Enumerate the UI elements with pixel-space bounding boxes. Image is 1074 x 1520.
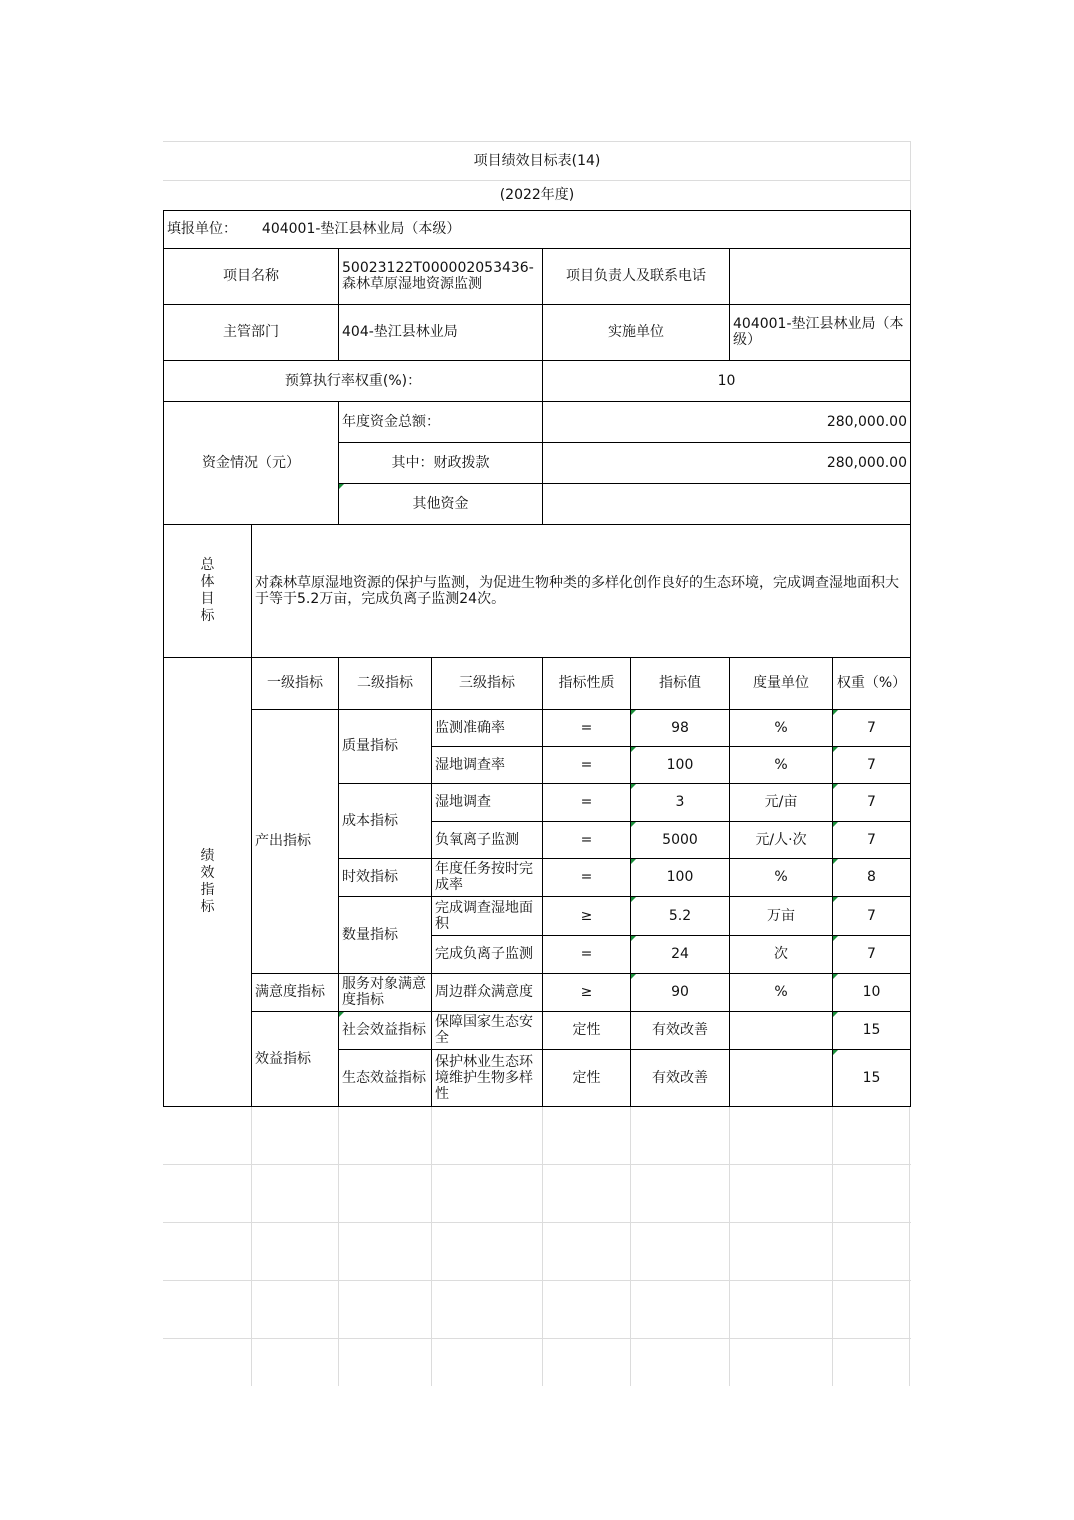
dept-value: 404-垫江县林业局 (339, 304, 543, 360)
nature-cell: = (543, 935, 631, 973)
value-cell: 3 (631, 783, 730, 821)
weight-cell: 7 (833, 783, 911, 821)
funds-other-label: 其他资金 (339, 483, 543, 524)
level2-timeliness: 时效指标 (339, 858, 432, 896)
level3-cell: 完成负离子监测 (432, 935, 543, 973)
value-cell: 5000 (631, 821, 730, 858)
table-title: 项目绩效目标表(14) (473, 153, 601, 169)
project-contact-value (730, 248, 911, 304)
level1-output: 产出指标 (252, 709, 339, 973)
table-year: (2022年度) (499, 187, 575, 204)
level1-benefit: 效益指标 (252, 1011, 339, 1106)
funds-fiscal-value: 280,000.00 (543, 442, 911, 483)
weight-cell: 15 (833, 1011, 911, 1049)
perf-label: 绩效指标 (200, 847, 215, 915)
value-cell: 90 (631, 973, 730, 1011)
weight-cell: 7 (833, 896, 911, 935)
level2-cost: 成本指标 (339, 783, 432, 858)
value-cell: 100 (631, 746, 730, 783)
header-value: 指标值 (631, 657, 730, 709)
nature-cell: = (543, 746, 631, 783)
impl-label: 实施单位 (543, 304, 730, 360)
value-cell: 有效改善 (631, 1011, 730, 1049)
level2-quality: 质量指标 (339, 709, 432, 783)
funds-label: 资金情况（元） (164, 401, 339, 524)
value-cell: 5.2 (631, 896, 730, 935)
budget-weight-label: 预算执行率权重(%)： (164, 360, 543, 401)
fill-unit-label: 填报单位： (167, 221, 237, 237)
level3-cell: 完成调查湿地面积 (432, 896, 543, 935)
weight-cell: 8 (833, 858, 911, 896)
budget-weight-value: 10 (543, 360, 911, 401)
value-cell: 有效改善 (631, 1049, 730, 1106)
weight-cell: 7 (833, 821, 911, 858)
unit-cell (730, 1049, 833, 1106)
unit-cell: % (730, 709, 833, 746)
unit-cell: % (730, 858, 833, 896)
table-row (164, 709, 911, 746)
level2-quantity: 数量指标 (339, 896, 432, 973)
level2-social: 社会效益指标 (339, 1011, 432, 1049)
level3-cell: 周边群众满意度 (432, 973, 543, 1011)
nature-cell: = (543, 858, 631, 896)
header-level2: 二级指标 (339, 657, 432, 709)
header-weight: 权重（%） (833, 657, 911, 709)
unit-cell: % (730, 746, 833, 783)
table-row (164, 973, 911, 1011)
goal-label: 总体目标 (200, 556, 215, 624)
funds-fiscal-label: 其中：财政拨款 (339, 442, 543, 483)
nature-cell: = (543, 709, 631, 746)
level2-ecological: 生态效益指标 (339, 1049, 432, 1106)
level3-cell: 湿地调查率 (432, 746, 543, 783)
unit-cell: 次 (730, 935, 833, 973)
project-contact-label: 项目负责人及联系电话 (543, 248, 730, 304)
header-level1: 一级指标 (252, 657, 339, 709)
table-row (164, 1011, 911, 1049)
value-cell: 100 (631, 858, 730, 896)
fill-unit-row (164, 210, 911, 248)
unit-cell: % (730, 973, 833, 1011)
level1-satisfaction: 满意度指标 (252, 973, 339, 1011)
impl-value: 404001-垫江县林业局（本级） (730, 304, 911, 360)
weight-cell: 15 (833, 1049, 911, 1106)
funds-other-value (543, 483, 911, 524)
funds-total-label: 年度资金总额： (339, 401, 543, 442)
nature-cell: = (543, 821, 631, 858)
nature-cell: = (543, 783, 631, 821)
fill-unit-value: 404001-垫江县林业局（本级） (261, 221, 461, 237)
value-cell: 24 (631, 935, 730, 973)
perf-label-cell (164, 657, 252, 1106)
nature-cell: 定性 (543, 1011, 631, 1049)
goal-text: 对森林草原湿地资源的保护与监测，为促进生物种类的多样化创作良好的生态环境，完成调查湿地面积大于等于5.2万亩，完成负离子监测24次。 (252, 524, 911, 657)
project-name-label: 项目名称 (164, 248, 339, 304)
level3-cell: 监测准确率 (432, 709, 543, 746)
level3-cell: 湿地调查 (432, 783, 543, 821)
weight-cell: 7 (833, 935, 911, 973)
level2-service: 服务对象满意度指标 (339, 973, 432, 1011)
funds-total-value: 280,000.00 (543, 401, 911, 442)
project-name-value: 50023122T000002053436-森林草原湿地资源监测 (339, 248, 543, 304)
value-cell: 98 (631, 709, 730, 746)
level3-cell: 保障国家生态安全 (432, 1011, 543, 1049)
header-level3: 三级指标 (432, 657, 543, 709)
header-unit: 度量单位 (730, 657, 833, 709)
nature-cell: ≥ (543, 973, 631, 1011)
unit-cell: 元/人·次 (730, 821, 833, 858)
level3-cell: 负氧离子监测 (432, 821, 543, 858)
weight-cell: 7 (833, 709, 911, 746)
goal-label-cell (164, 524, 252, 657)
unit-cell: 元/亩 (730, 783, 833, 821)
nature-cell: 定性 (543, 1049, 631, 1106)
weight-cell: 7 (833, 746, 911, 783)
weight-cell: 10 (833, 973, 911, 1011)
level3-cell: 保护林业生态环境维护生物多样性 (432, 1049, 543, 1106)
level3-cell: 年度任务按时完成率 (432, 858, 543, 896)
dept-label: 主管部门 (164, 304, 339, 360)
unit-cell: 万亩 (730, 896, 833, 935)
unit-cell (730, 1011, 833, 1049)
header-nature: 指标性质 (543, 657, 631, 709)
performance-target-table (163, 141, 911, 1107)
nature-cell: ≥ (543, 896, 631, 935)
